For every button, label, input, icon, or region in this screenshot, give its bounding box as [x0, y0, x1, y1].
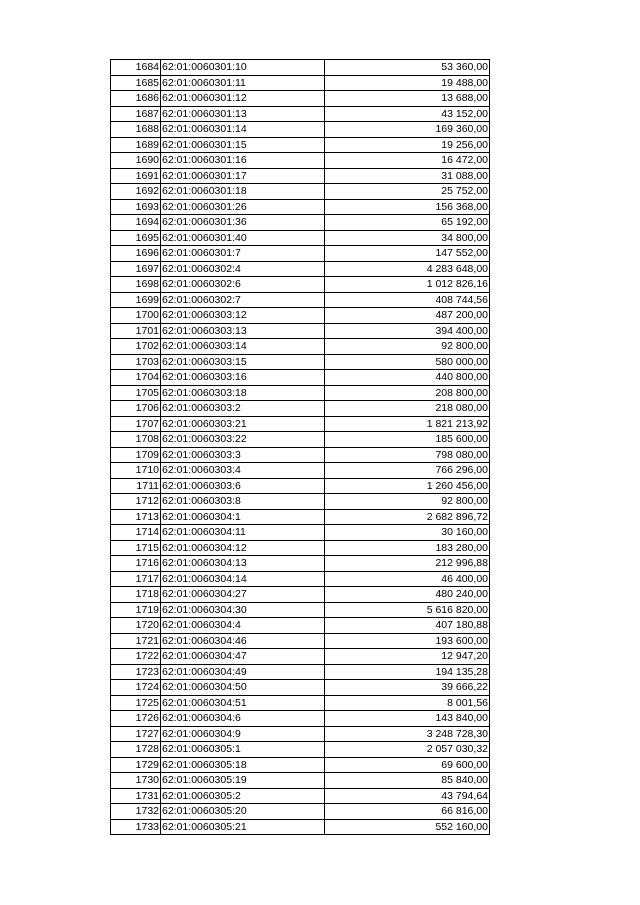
row-number-cell: 1693: [111, 199, 161, 215]
cadastral-number-cell: 62:01:0060303:15: [161, 354, 325, 370]
cadastral-number-cell: 62:01:0060301:17: [161, 168, 325, 184]
value-cell: 8 001,56: [325, 695, 490, 711]
value-cell: 43 794,64: [325, 788, 490, 804]
cadastral-number-cell: 62:01:0060305:2: [161, 788, 325, 804]
value-cell: 1 012 826,16: [325, 277, 490, 293]
cadastral-number-cell: 62:01:0060301:26: [161, 199, 325, 215]
row-number-cell: 1728: [111, 742, 161, 758]
table-row: [111, 277, 490, 293]
value-cell: 92 800,00: [325, 339, 490, 355]
table-row: [111, 757, 490, 773]
cadastral-number-cell: 62:01:0060301:14: [161, 122, 325, 138]
table-row: [111, 292, 490, 308]
cadastral-number-cell: 62:01:0060304:11: [161, 525, 325, 541]
value-cell: 2 057 030,32: [325, 742, 490, 758]
row-number-cell: 1690: [111, 153, 161, 169]
table-row: [111, 432, 490, 448]
cadastral-number-cell: 62:01:0060305:18: [161, 757, 325, 773]
table-row: [111, 416, 490, 432]
cadastral-number-cell: 62:01:0060305:20: [161, 804, 325, 820]
row-number-cell: 1705: [111, 385, 161, 401]
cadastral-number-cell: 62:01:0060301:11: [161, 75, 325, 91]
table-row: [111, 788, 490, 804]
cadastral-number-cell: 62:01:0060301:15: [161, 137, 325, 153]
row-number-cell: 1725: [111, 695, 161, 711]
table-row: [111, 525, 490, 541]
cadastral-number-cell: 62:01:0060304:51: [161, 695, 325, 711]
table-row: [111, 122, 490, 138]
row-number-cell: 1684: [111, 60, 161, 76]
table-row: [111, 711, 490, 727]
table-row: [111, 571, 490, 587]
table-row: [111, 323, 490, 339]
cadastral-number-cell: 62:01:0060304:30: [161, 602, 325, 618]
cadastral-number-cell: 62:01:0060304:46: [161, 633, 325, 649]
cadastral-number-cell: 62:01:0060303:21: [161, 416, 325, 432]
cadastral-number-cell: 62:01:0060303:6: [161, 478, 325, 494]
row-number-cell: 1731: [111, 788, 161, 804]
table-row: [111, 75, 490, 91]
value-cell: 143 840,00: [325, 711, 490, 727]
cadastral-number-cell: 62:01:0060301:16: [161, 153, 325, 169]
value-cell: 185 600,00: [325, 432, 490, 448]
table-row: [111, 230, 490, 246]
row-number-cell: 1691: [111, 168, 161, 184]
table-row: [111, 540, 490, 556]
value-cell: 193 600,00: [325, 633, 490, 649]
value-cell: 212 996,88: [325, 556, 490, 572]
cadastral-number-cell: 62:01:0060304:13: [161, 556, 325, 572]
cadastral-number-cell: 62:01:0060301:13: [161, 106, 325, 122]
table-row: [111, 261, 490, 277]
value-cell: 66 816,00: [325, 804, 490, 820]
row-number-cell: 1697: [111, 261, 161, 277]
value-cell: 39 666,22: [325, 680, 490, 696]
value-cell: 183 280,00: [325, 540, 490, 556]
table-row: [111, 106, 490, 122]
value-cell: 12 947,20: [325, 649, 490, 665]
cadastral-number-cell: 62:01:0060304:14: [161, 571, 325, 587]
cadastral-number-cell: 62:01:0060302:7: [161, 292, 325, 308]
row-number-cell: 1711: [111, 478, 161, 494]
row-number-cell: 1707: [111, 416, 161, 432]
cadastral-number-cell: 62:01:0060304:6: [161, 711, 325, 727]
table-row: [111, 463, 490, 479]
value-cell: 2 682 896,72: [325, 509, 490, 525]
cadastral-number-cell: 62:01:0060303:16: [161, 370, 325, 386]
row-number-cell: 1723: [111, 664, 161, 680]
row-number-cell: 1701: [111, 323, 161, 339]
table-row: [111, 184, 490, 200]
cadastral-number-cell: 62:01:0060305:1: [161, 742, 325, 758]
value-cell: 487 200,00: [325, 308, 490, 324]
value-cell: 16 472,00: [325, 153, 490, 169]
table-row: [111, 602, 490, 618]
table-row: [111, 60, 490, 76]
row-number-cell: 1730: [111, 773, 161, 789]
table-row: [111, 664, 490, 680]
cadastral-number-cell: 62:01:0060303:13: [161, 323, 325, 339]
cadastral-number-cell: 62:01:0060304:50: [161, 680, 325, 696]
table-row: [111, 773, 490, 789]
row-number-cell: 1689: [111, 137, 161, 153]
table-body: [111, 60, 490, 835]
table-row: [111, 385, 490, 401]
value-cell: 30 160,00: [325, 525, 490, 541]
row-number-cell: 1719: [111, 602, 161, 618]
value-cell: 31 088,00: [325, 168, 490, 184]
cadastral-number-cell: 62:01:0060303:22: [161, 432, 325, 448]
row-number-cell: 1686: [111, 91, 161, 107]
value-cell: 798 080,00: [325, 447, 490, 463]
row-number-cell: 1710: [111, 463, 161, 479]
value-cell: 208 800,00: [325, 385, 490, 401]
table-row: [111, 695, 490, 711]
table-row: [111, 137, 490, 153]
cadastral-number-cell: 62:01:0060303:4: [161, 463, 325, 479]
cadastral-number-cell: 62:01:0060303:3: [161, 447, 325, 463]
table-row: [111, 509, 490, 525]
value-cell: 46 400,00: [325, 571, 490, 587]
value-cell: 580 000,00: [325, 354, 490, 370]
cadastral-number-cell: 62:01:0060303:14: [161, 339, 325, 355]
value-cell: 480 240,00: [325, 587, 490, 603]
row-number-cell: 1706: [111, 401, 161, 417]
value-cell: 19 488,00: [325, 75, 490, 91]
table-row: [111, 680, 490, 696]
row-number-cell: 1698: [111, 277, 161, 293]
row-number-cell: 1703: [111, 354, 161, 370]
table-row: [111, 618, 490, 634]
row-number-cell: 1699: [111, 292, 161, 308]
row-number-cell: 1727: [111, 726, 161, 742]
value-cell: 53 360,00: [325, 60, 490, 76]
table-row: [111, 649, 490, 665]
row-number-cell: 1695: [111, 230, 161, 246]
table-row: [111, 339, 490, 355]
row-number-cell: 1724: [111, 680, 161, 696]
row-number-cell: 1687: [111, 106, 161, 122]
value-cell: 156 368,00: [325, 199, 490, 215]
cadastral-number-cell: 62:01:0060301:40: [161, 230, 325, 246]
row-number-cell: 1702: [111, 339, 161, 355]
row-number-cell: 1720: [111, 618, 161, 634]
row-number-cell: 1717: [111, 571, 161, 587]
row-number-cell: 1722: [111, 649, 161, 665]
row-number-cell: 1732: [111, 804, 161, 820]
row-number-cell: 1714: [111, 525, 161, 541]
table-row: [111, 742, 490, 758]
row-number-cell: 1685: [111, 75, 161, 91]
cadastral-number-cell: 62:01:0060303:18: [161, 385, 325, 401]
cadastral-number-cell: 62:01:0060301:36: [161, 215, 325, 231]
value-cell: 194 135,28: [325, 664, 490, 680]
table-row: [111, 633, 490, 649]
cadastral-number-cell: 62:01:0060301:18: [161, 184, 325, 200]
table-row: [111, 308, 490, 324]
value-cell: 169 360,00: [325, 122, 490, 138]
table-row: [111, 726, 490, 742]
value-cell: 766 296,00: [325, 463, 490, 479]
value-cell: 147 552,00: [325, 246, 490, 262]
cadastral-number-cell: 62:01:0060301:10: [161, 60, 325, 76]
cadastral-number-cell: 62:01:0060305:21: [161, 819, 325, 835]
value-cell: 440 800,00: [325, 370, 490, 386]
table-row: [111, 370, 490, 386]
table-row: [111, 401, 490, 417]
value-cell: 85 840,00: [325, 773, 490, 789]
row-number-cell: 1729: [111, 757, 161, 773]
value-cell: 65 192,00: [325, 215, 490, 231]
row-number-cell: 1718: [111, 587, 161, 603]
table-row: [111, 587, 490, 603]
value-cell: 25 752,00: [325, 184, 490, 200]
row-number-cell: 1692: [111, 184, 161, 200]
cadastral-number-cell: 62:01:0060301:7: [161, 246, 325, 262]
value-cell: 5 616 820,00: [325, 602, 490, 618]
cadastral-number-cell: 62:01:0060304:49: [161, 664, 325, 680]
value-cell: 408 744,56: [325, 292, 490, 308]
cadastral-number-cell: 62:01:0060304:1: [161, 509, 325, 525]
table-row: [111, 168, 490, 184]
row-number-cell: 1700: [111, 308, 161, 324]
table-row: [111, 199, 490, 215]
cadastral-number-cell: 62:01:0060302:6: [161, 277, 325, 293]
row-number-cell: 1694: [111, 215, 161, 231]
cadastral-number-cell: 62:01:0060301:12: [161, 91, 325, 107]
value-cell: 34 800,00: [325, 230, 490, 246]
table-row: [111, 819, 490, 835]
cadastral-number-cell: 62:01:0060304:12: [161, 540, 325, 556]
row-number-cell: 1716: [111, 556, 161, 572]
row-number-cell: 1721: [111, 633, 161, 649]
value-cell: 43 152,00: [325, 106, 490, 122]
value-cell: 407 180,88: [325, 618, 490, 634]
cadastral-number-cell: 62:01:0060305:19: [161, 773, 325, 789]
cadastral-number-cell: 62:01:0060303:2: [161, 401, 325, 417]
cadastral-number-cell: 62:01:0060303:8: [161, 494, 325, 510]
table-row: [111, 246, 490, 262]
value-cell: 13 688,00: [325, 91, 490, 107]
row-number-cell: 1726: [111, 711, 161, 727]
value-cell: 552 160,00: [325, 819, 490, 835]
cadastral-number-cell: 62:01:0060304:9: [161, 726, 325, 742]
row-number-cell: 1709: [111, 447, 161, 463]
table-row: [111, 447, 490, 463]
table-row: [111, 354, 490, 370]
row-number-cell: 1713: [111, 509, 161, 525]
value-cell: 69 600,00: [325, 757, 490, 773]
row-number-cell: 1708: [111, 432, 161, 448]
cadastral-number-cell: 62:01:0060304:47: [161, 649, 325, 665]
table-row: [111, 153, 490, 169]
value-cell: 4 283 648,00: [325, 261, 490, 277]
value-cell: 92 800,00: [325, 494, 490, 510]
row-number-cell: 1688: [111, 122, 161, 138]
row-number-cell: 1696: [111, 246, 161, 262]
value-cell: 218 080,00: [325, 401, 490, 417]
data-table: [110, 59, 490, 835]
cadastral-number-cell: 62:01:0060304:4: [161, 618, 325, 634]
value-cell: 1 260 456,00: [325, 478, 490, 494]
row-number-cell: 1733: [111, 819, 161, 835]
table-row: [111, 804, 490, 820]
cadastral-number-cell: 62:01:0060303:12: [161, 308, 325, 324]
row-number-cell: 1715: [111, 540, 161, 556]
value-cell: 3 248 728,30: [325, 726, 490, 742]
row-number-cell: 1704: [111, 370, 161, 386]
value-cell: 19 256,00: [325, 137, 490, 153]
table-row: [111, 91, 490, 107]
value-cell: 394 400,00: [325, 323, 490, 339]
cadastral-number-cell: 62:01:0060304:27: [161, 587, 325, 603]
table-row: [111, 215, 490, 231]
value-cell: 1 821 213,92: [325, 416, 490, 432]
cadastral-number-cell: 62:01:0060302:4: [161, 261, 325, 277]
table-row: [111, 494, 490, 510]
table-row: [111, 478, 490, 494]
row-number-cell: 1712: [111, 494, 161, 510]
table-row: [111, 556, 490, 572]
